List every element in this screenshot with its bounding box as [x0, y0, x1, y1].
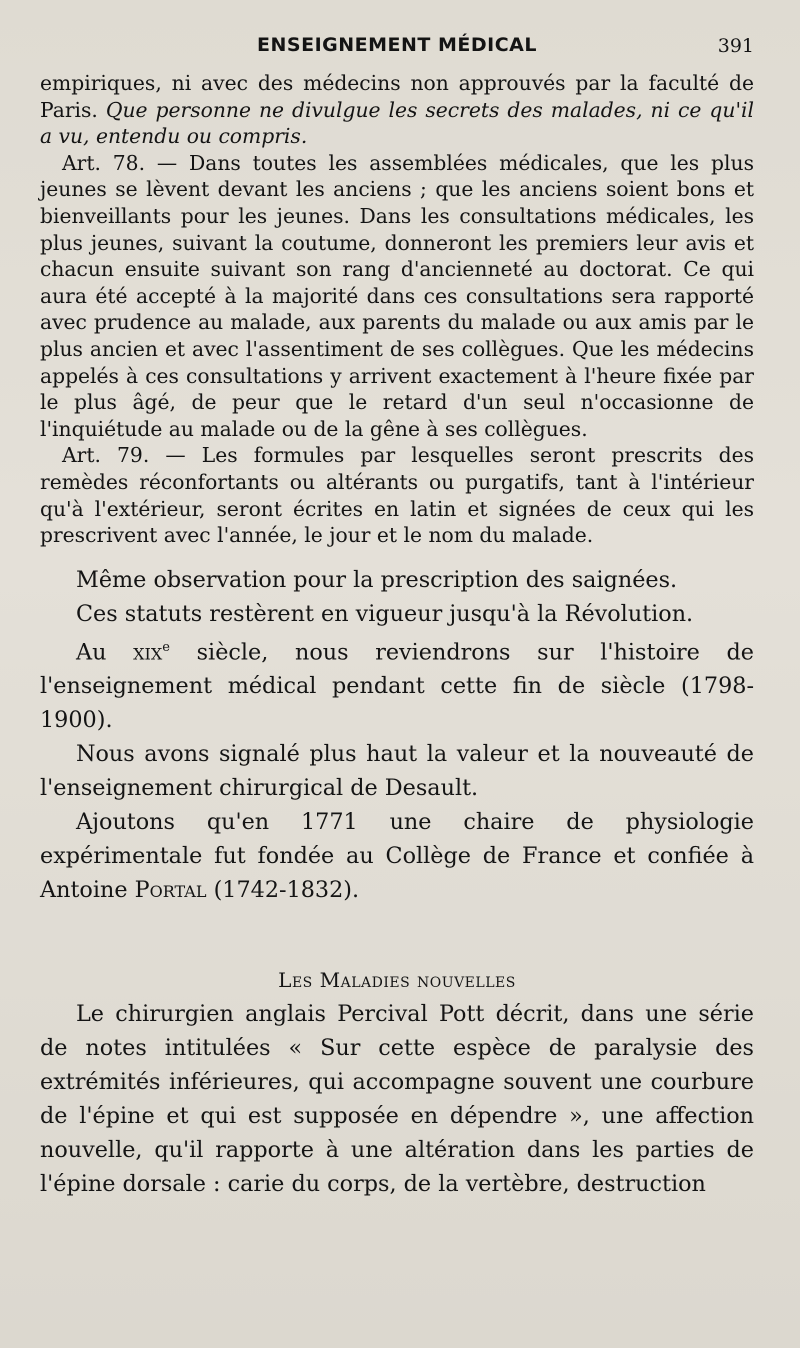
portal-text: Ajoutons qu'en 1771 une chaire de physiologie expérimentale fut fondée au Collège de France et confiée à Antoine — [40, 809, 754, 904]
page-number: 391 — [717, 35, 754, 57]
article-79: Art. 79. — Les formules par lesquelles seront prescrits des remèdes réconfortants ou altérants ou purgatifs, tant à l'intérieur qu'à l'extérieur, seront écrites en latin et signées de ceux qui les prescrivent avec l'année, le jour et le nom du malade. — [40, 443, 754, 548]
paragraph-statuts: Ces statuts restèrent en vigueur jusqu'à la Révolution. — [76, 600, 694, 627]
paragraph-portal — [40, 805, 754, 907]
portal-dates: (1742-1832). — [206, 877, 360, 904]
paragraph-pott: Le chirurgien anglais Percival Pott décrit, dans une série de notes intitulées « Sur cette espèce de paralysie des extrémités inférieures, qui accompagne souvent une courbure de l'épine et qui est supposée en dépendre », une affection nouvelle, qu'il rapporte à une altération dans les parties de l'épine dorsale : carie du corps, de la vertèbre, destruction — [40, 1001, 754, 1198]
section-heading: Les Maladies nouvelles — [278, 968, 516, 993]
portal-name: Portal — [134, 877, 207, 904]
statutes-block — [40, 70, 754, 549]
paragraph-secrets-roman: empiriques, ni avec des médecins non approuvés par la faculté de Paris. — [40, 71, 754, 122]
xix-roman-numeral: xix — [133, 639, 163, 666]
commentary-block — [40, 563, 754, 907]
paragraph-secrets — [40, 70, 754, 150]
paragraph-saignees: Même observation pour la prescription des saignées. — [76, 566, 678, 593]
xix-superscript: e — [162, 639, 170, 655]
xix-prefix: Au — [76, 639, 134, 666]
section-body — [40, 997, 754, 1201]
paragraph-desault: Nous avons signalé plus haut la valeur et la nouveauté de l'enseignement chirurgical de Desault. — [40, 741, 754, 802]
xix-rest: siècle, nous reviendrons sur l'histoire de l'enseignement médical pendant cette fin de siècle (1798-1900). — [40, 639, 754, 734]
paragraph-secrets-italic: Que personne ne divulgue les secrets des malades, ni ce qu'il a vu, entendu ou compris. — [40, 97, 755, 149]
running-title: ENSEIGNEMENT MÉDICAL — [257, 34, 537, 56]
page-header — [40, 30, 754, 70]
article-78: Art. 78. — Dans toutes les assemblées médicales, que les plus jeunes se lèvent devant les anciens ; que les anciens soient bons et bienveillants pour les jeunes. Dans les consultations médicales, les plus jeunes, suivant la coutume, donneront les premiers leur avis et chacun ensuite suivant son rang d'ancienneté au doctorat. Ce qui aura été accepté à la majorité dans ces consultations sera rapporté avec prudence au malade, aux parents du malade ou aux amis par le plus ancien et avec l'assentiment de ses collègues. Que les médecins appelés à ces consultations y arrivent exactement à l'heure fixée par le plus âgé, de peur que le retard d'un seul n'occasionne de l'inquiétude au malade ou de la gêne à ses collègues. — [40, 150, 754, 441]
paragraph-xix-siecle — [40, 631, 754, 737]
